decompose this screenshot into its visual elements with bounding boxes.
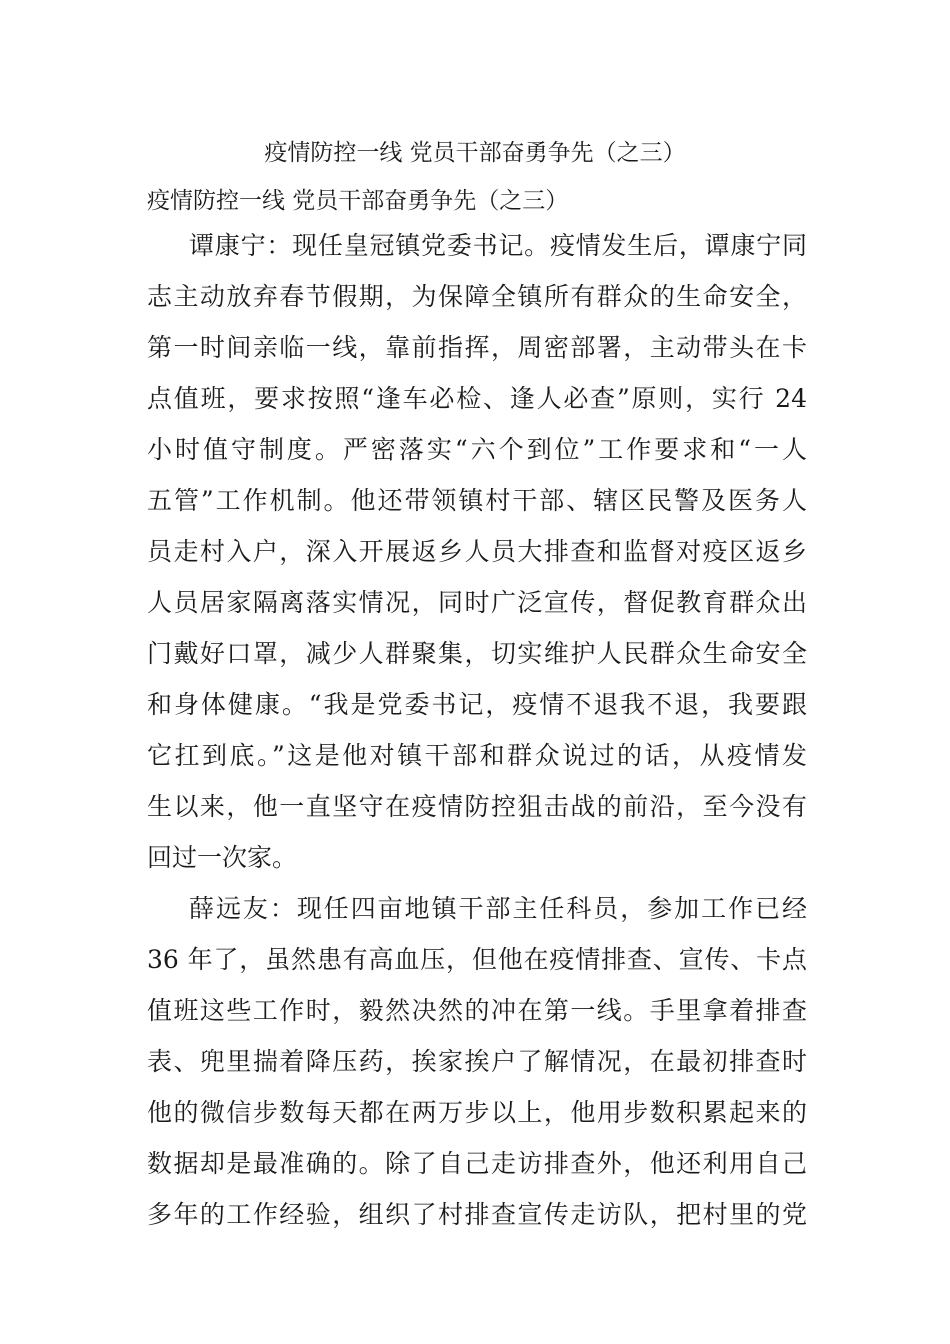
paragraph-line: 薛远友：现任四亩地镇干部主任科员，参加工作已经: [189, 894, 807, 923]
paragraph-line: 谭康宁：现任皇冠镇党委书记。疫情发生后，谭康宁同: [189, 231, 807, 260]
paragraph-line: 它扛到底。”这是他对镇干部和群众说过的话，从疫情发: [147, 741, 807, 770]
paragraph-line: 回过一次家。: [147, 843, 298, 872]
paragraph-1: [147, 227, 807, 890]
paragraph-line: 值班这些工作时，毅然决然的冲在第一线。手里拿着排查: [147, 996, 807, 1025]
paragraph-line: 第一时间亲临一线，靠前指挥，周密部署，主动带头在卡: [147, 333, 807, 362]
paragraph-line: 表、兜里揣着降压药，挨家挨户了解情况，在最初排查时: [147, 1047, 807, 1076]
document-subtitle: 疫情防控一线 党员干部奋勇争先（之三）: [147, 188, 569, 214]
paragraph-line: 36 年了，虽然患有高血压，但他在疫情排查、宣传、卡点: [147, 945, 807, 974]
paragraph-line: 点值班，要求按照“逢车必检、逢人必查”原则，实行 24: [147, 384, 807, 413]
paragraph-line: 五管”工作机制。他还带领镇村干部、辖区民警及医务人: [147, 486, 807, 515]
paragraph-line: 门戴好口罩，减少人群聚集，切实维护人民群众生命安全: [147, 639, 807, 668]
paragraph-line: 小时值守制度。严密落实“六个到位”工作要求和“一人: [147, 435, 807, 464]
document-body: [147, 182, 807, 1247]
paragraph-line: 人员居家隔离落实情况，同时广泛宣传，督促教育群众出: [147, 588, 807, 617]
paragraph-line: 他的微信步数每天都在两万步以上，他用步数积累起来的: [147, 1098, 807, 1127]
paragraph-line: 员走村入户，深入开展返乡人员大排查和监督对疫区返乡: [147, 537, 807, 566]
document-title: 疫情防控一线 党员干部奋勇争先（之三）: [264, 140, 686, 166]
paragraph-2: [147, 890, 807, 1247]
paragraph-line: 多年的工作经验，组织了村排查宣传走访队，把村里的党: [147, 1200, 807, 1229]
paragraph-line: 数据却是最准确的。除了自己走访排查外，他还利用自己: [147, 1149, 807, 1178]
paragraph-line: 生以来，他一直坚守在疫情防控狙击战的前沿，至今没有: [147, 792, 807, 821]
paragraph-line: 和身体健康。“我是党委书记，疫情不退我不退，我要跟: [147, 690, 807, 719]
paragraph-line: 志主动放弃春节假期，为保障全镇所有群众的生命安全，: [147, 282, 807, 311]
